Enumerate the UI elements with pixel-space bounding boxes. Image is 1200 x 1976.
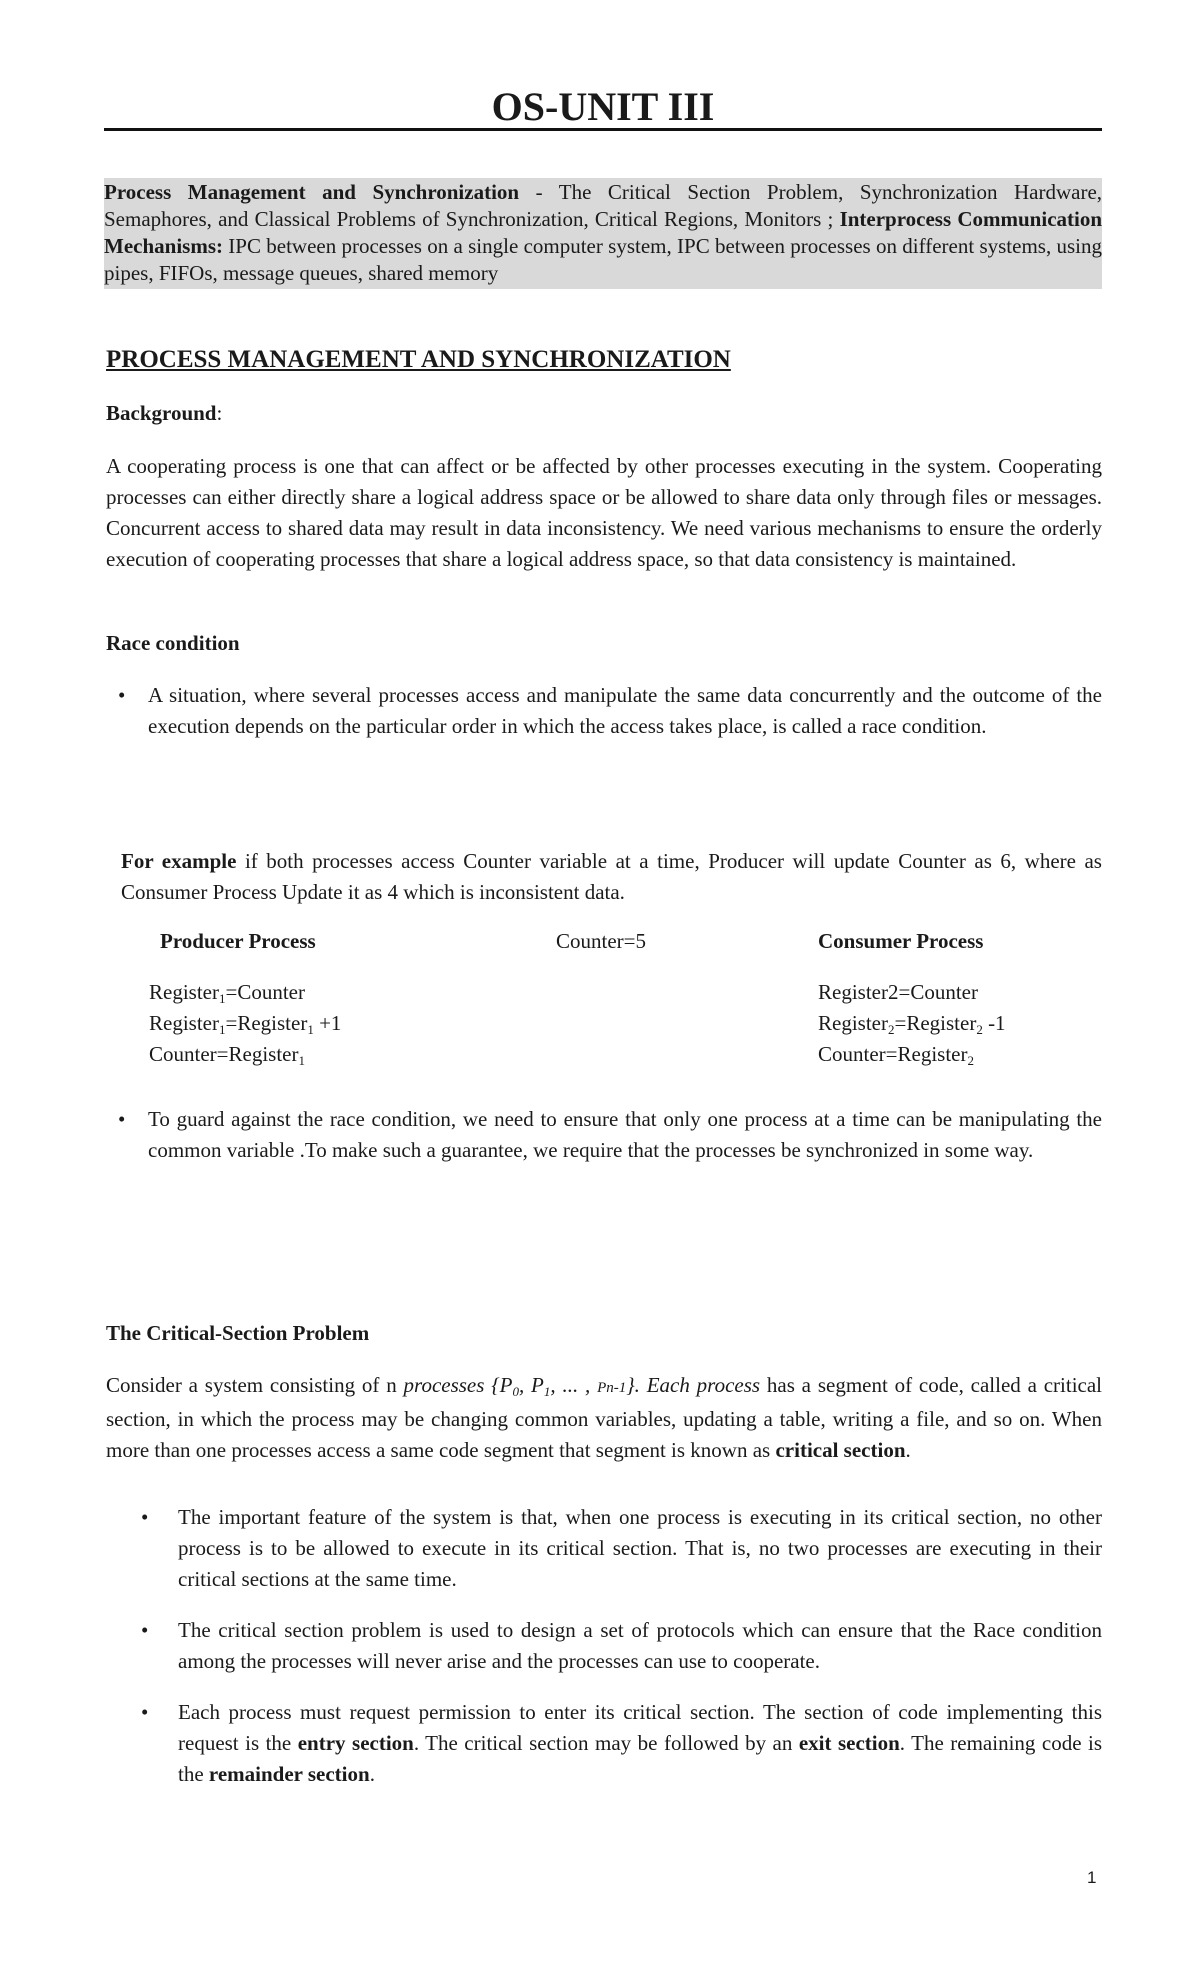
- syllabus-text-2: IPC between processes on a single computer system, IPC between processes on different systems, using pipes, FIFOs, message queues, shared memory: [104, 234, 1102, 285]
- critical-p-sub0: 0: [512, 1384, 519, 1399]
- critical-bullet-1-text: The important feature of the system is that, when one process is executing in its critical section, no other process is to be allowed to execute in its critical section. That is, no two processes are executing in their critical sections at the same time.: [178, 1505, 1102, 1591]
- example-bold: For example: [121, 849, 237, 873]
- race-bullet-2-text: To guard against the race condition, we need to ensure that only one process at a time can be manipulating the common variable .To make such a guarantee, we require that the processes be synchronized in some way.: [148, 1107, 1102, 1162]
- syllabus-topic-2: Interprocess Communication Mechanisms:: [104, 207, 1103, 258]
- critical-p-bold: critical section: [775, 1438, 906, 1462]
- example-paragraph: [121, 846, 1102, 908]
- producer-line-2-c: +1: [313, 1011, 342, 1035]
- entry-section-term: entry section: [297, 1731, 414, 1755]
- syllabus-text-1: - The Critical Section Problem, Synchronization Hardware, Semaphores, and Classical Problems of Synchronization, Critical Regions, Monitors ;: [104, 180, 1103, 231]
- producer-line-1-a: Register: [149, 980, 219, 1004]
- critical-bullet-3-text: [178, 1697, 1102, 1790]
- producer-line-3: [149, 1039, 341, 1070]
- race-condition-heading: Race condition: [106, 631, 240, 655]
- producer-heading: Producer Process: [160, 929, 316, 953]
- consumer-line-2-a: Register: [818, 1011, 888, 1035]
- producer-line-3-sub: 1: [298, 1053, 305, 1068]
- bullet-dot: •: [118, 1107, 126, 1131]
- race-bullet-2: [118, 1104, 1102, 1166]
- critical-p-processes: [404, 1373, 761, 1397]
- critical-bullet-1: [141, 1502, 1102, 1595]
- producer-line-1: [149, 977, 341, 1008]
- critical-p-a: Consider a system consisting of n: [106, 1373, 404, 1397]
- critical-b3-e: .: [369, 1762, 375, 1786]
- critical-b3-c: . The critical section may be followed by an: [413, 1731, 799, 1755]
- page-title: OS-UNIT III: [491, 84, 715, 129]
- consumer-line-2-c: -1: [982, 1011, 1006, 1035]
- producer-line-1-sub: 1: [218, 991, 226, 1006]
- critical-p-dots: , ... ,: [550, 1373, 598, 1397]
- title-rule: [104, 128, 1102, 131]
- remainder-section-term: remainder section: [208, 1762, 370, 1786]
- producer-line-2: [149, 1008, 341, 1039]
- critical-p-end: .: [905, 1438, 911, 1462]
- background-heading-label: Background: [106, 401, 217, 425]
- consumer-code: [818, 977, 1006, 1070]
- critical-section-heading: The Critical-Section Problem: [106, 1321, 370, 1345]
- section-heading: PROCESS MANAGEMENT AND SYNCHRONIZATION: [106, 346, 731, 373]
- consumer-line-2: [818, 1008, 1006, 1039]
- producer-line-3-a: Counter=Register: [149, 1042, 299, 1066]
- page-number: 1: [1087, 1868, 1097, 1887]
- syllabus-topic-1: Process Management and Synchronization: [104, 180, 520, 204]
- consumer-line-2-sub: 2: [887, 1022, 895, 1037]
- critical-bullet-2-text: The critical section problem is used to design a set of protocols which can ensure that the Race condition among the processes will never arise and the processes can use to cooperate.: [178, 1618, 1102, 1673]
- background-heading-colon: :: [216, 401, 223, 425]
- consumer-line-3: [818, 1039, 1006, 1070]
- bullet-dot: •: [141, 1618, 149, 1642]
- race-bullet-1: [118, 680, 1102, 742]
- critical-p-processes-text: processes {P: [403, 1373, 513, 1397]
- critical-p-comma1: , P: [518, 1373, 544, 1397]
- critical-b3-a: Each process must request permission to enter its critical section. The section of code implementing this request is the: [178, 1700, 1102, 1755]
- consumer-line-3-sub: 2: [967, 1053, 974, 1068]
- producer-line-1-b: =Counter: [225, 980, 305, 1004]
- critical-p-close: }. Each process: [626, 1373, 761, 1397]
- producer-line-2-b: =Register: [225, 1011, 308, 1035]
- critical-p-sub1: 1: [543, 1384, 551, 1399]
- producer-line-2-sub: 1: [218, 1022, 226, 1037]
- producer-code: [149, 977, 341, 1070]
- consumer-heading: Consumer Process: [818, 929, 984, 953]
- critical-p-b: has a segment of code, called a critical section, in which the process may be changing common variables, updating a table, writing a file, and so on. When more than one processes access a same code segment that segment is known as: [106, 1373, 1103, 1462]
- producer-line-2-sub2: 1: [307, 1022, 314, 1037]
- consumer-line-2-b: =Register: [894, 1011, 977, 1035]
- exit-section-term: exit section: [798, 1731, 900, 1755]
- bullet-dot: •: [141, 1700, 149, 1724]
- consumer-line-3-a: Counter=Register: [818, 1042, 968, 1066]
- counter-initial: Counter=5: [556, 929, 646, 953]
- critical-paragraph: [106, 1370, 1102, 1466]
- consumer-line-1: Register2=Counter: [818, 980, 978, 1004]
- critical-p-pn: Pn-1: [597, 1380, 627, 1396]
- bullet-dot: •: [118, 683, 126, 707]
- critical-bullet-2: [141, 1615, 1102, 1677]
- background-heading: [106, 398, 222, 429]
- example-text: if both processes access Counter variable at a time, Producer will update Counter as 6, where as Consumer Process Update it as 4 which is inconsistent data.: [121, 849, 1102, 904]
- syllabus-box: [104, 178, 1102, 289]
- critical-bullet-3: [141, 1697, 1102, 1790]
- background-paragraph: A cooperating process is one that can affect or be affected by other processes executing in the system. Cooperating processes can either directly share a logical address space or be allowed to share data only through files or messages. Concurrent access to shared data may result in data inconsistency. We need various mechanisms to ensure the orderly execution of cooperating processes that share a logical address space, so that data consistency is maintained.: [106, 454, 1102, 571]
- race-bullet-1-text: A situation, where several processes access and manipulate the same data concurrently and the outcome of the execution depends on the particular order in which the access takes place, is called a race condition.: [148, 683, 1102, 738]
- producer-line-2-a: Register: [149, 1011, 219, 1035]
- critical-b3-d: . The remaining code is the: [178, 1731, 1102, 1786]
- bullet-dot: •: [141, 1505, 149, 1529]
- consumer-line-2-sub2: 2: [976, 1022, 983, 1037]
